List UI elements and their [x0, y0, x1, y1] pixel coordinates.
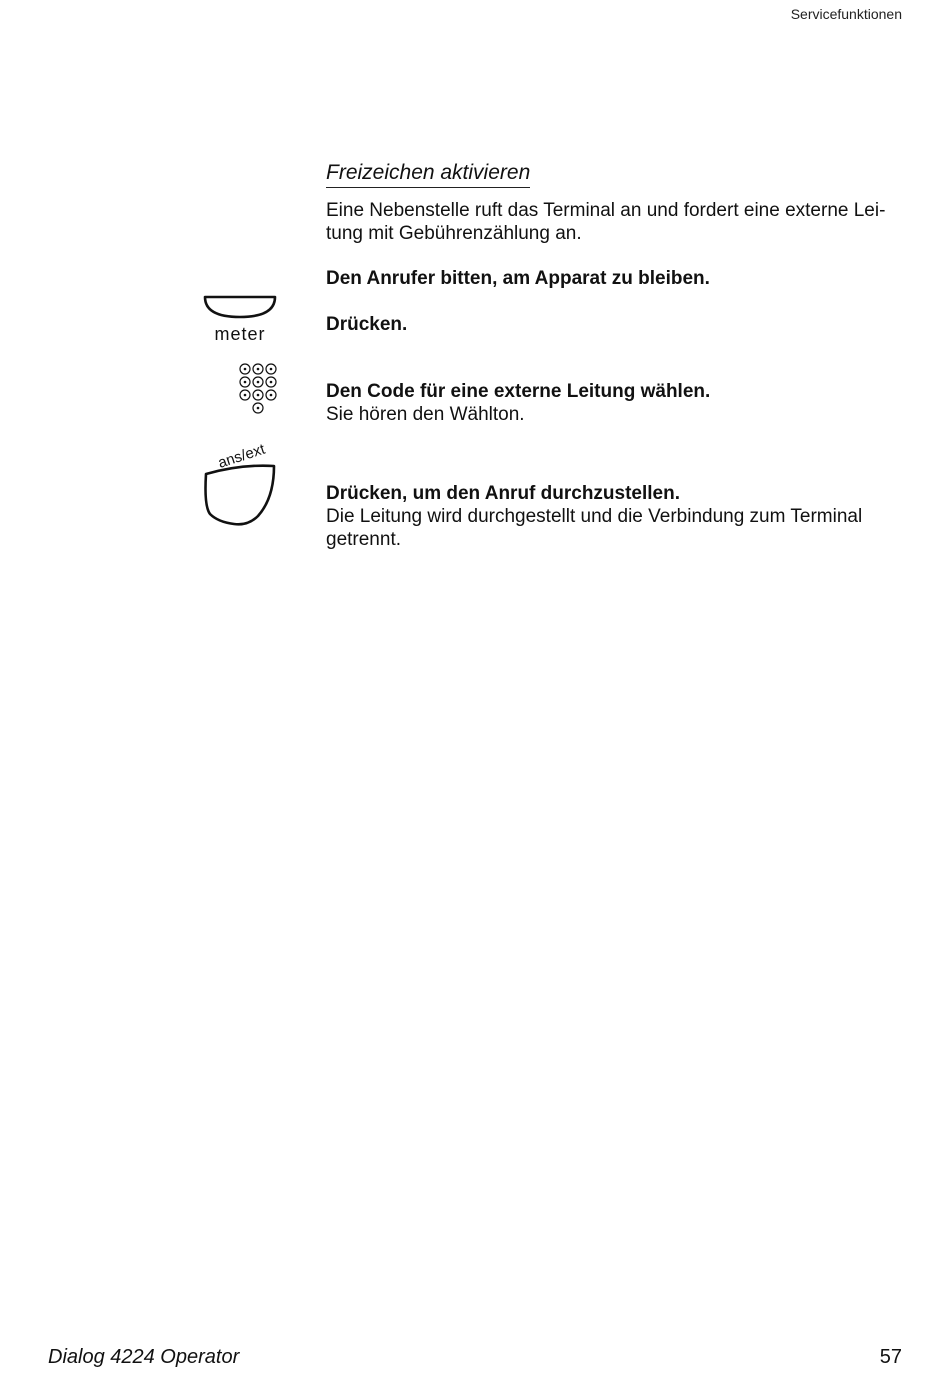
step-4-detail-line-1: Die Leitung wird durchgestellt und die Verbindung zum Terminal	[326, 506, 863, 527]
ans-ext-key-icon	[196, 440, 286, 532]
step-4	[326, 482, 901, 551]
intro-line-1: Eine Nebenstelle ruft das Terminal an und fordert eine externe Lei-	[326, 200, 886, 221]
step-4-instruction: Drücken, um den Anruf durchzustellen.	[326, 483, 681, 504]
meter-key-icon	[200, 293, 280, 353]
meter-key-label: meter	[214, 324, 266, 344]
running-header: Servicefunktionen	[790, 6, 902, 22]
step-1-instruction: Den Anrufer bitten, am Apparat zu bleiben.	[326, 268, 710, 289]
section-title: Freizeichen aktivieren	[326, 160, 530, 188]
step-2-instruction: Drücken.	[326, 314, 408, 335]
keypad-icon	[236, 362, 284, 418]
ans-ext-key-label: ans/ext	[215, 440, 268, 472]
intro-paragraph	[326, 199, 901, 245]
intro-line-2: tung mit Gebührenzählung an.	[326, 223, 582, 244]
step-4-detail-line-2: getrennt.	[326, 529, 401, 550]
step-3-instruction: Den Code für eine externe Leitung wählen.	[326, 381, 711, 402]
step-3	[326, 380, 901, 426]
footer-page-number: 57	[879, 1346, 902, 1368]
step-3-detail: Sie hören den Wählton.	[326, 404, 525, 425]
meter-key-shape	[200, 293, 280, 323]
footer-product: Dialog 4224 Operator	[48, 1346, 240, 1368]
